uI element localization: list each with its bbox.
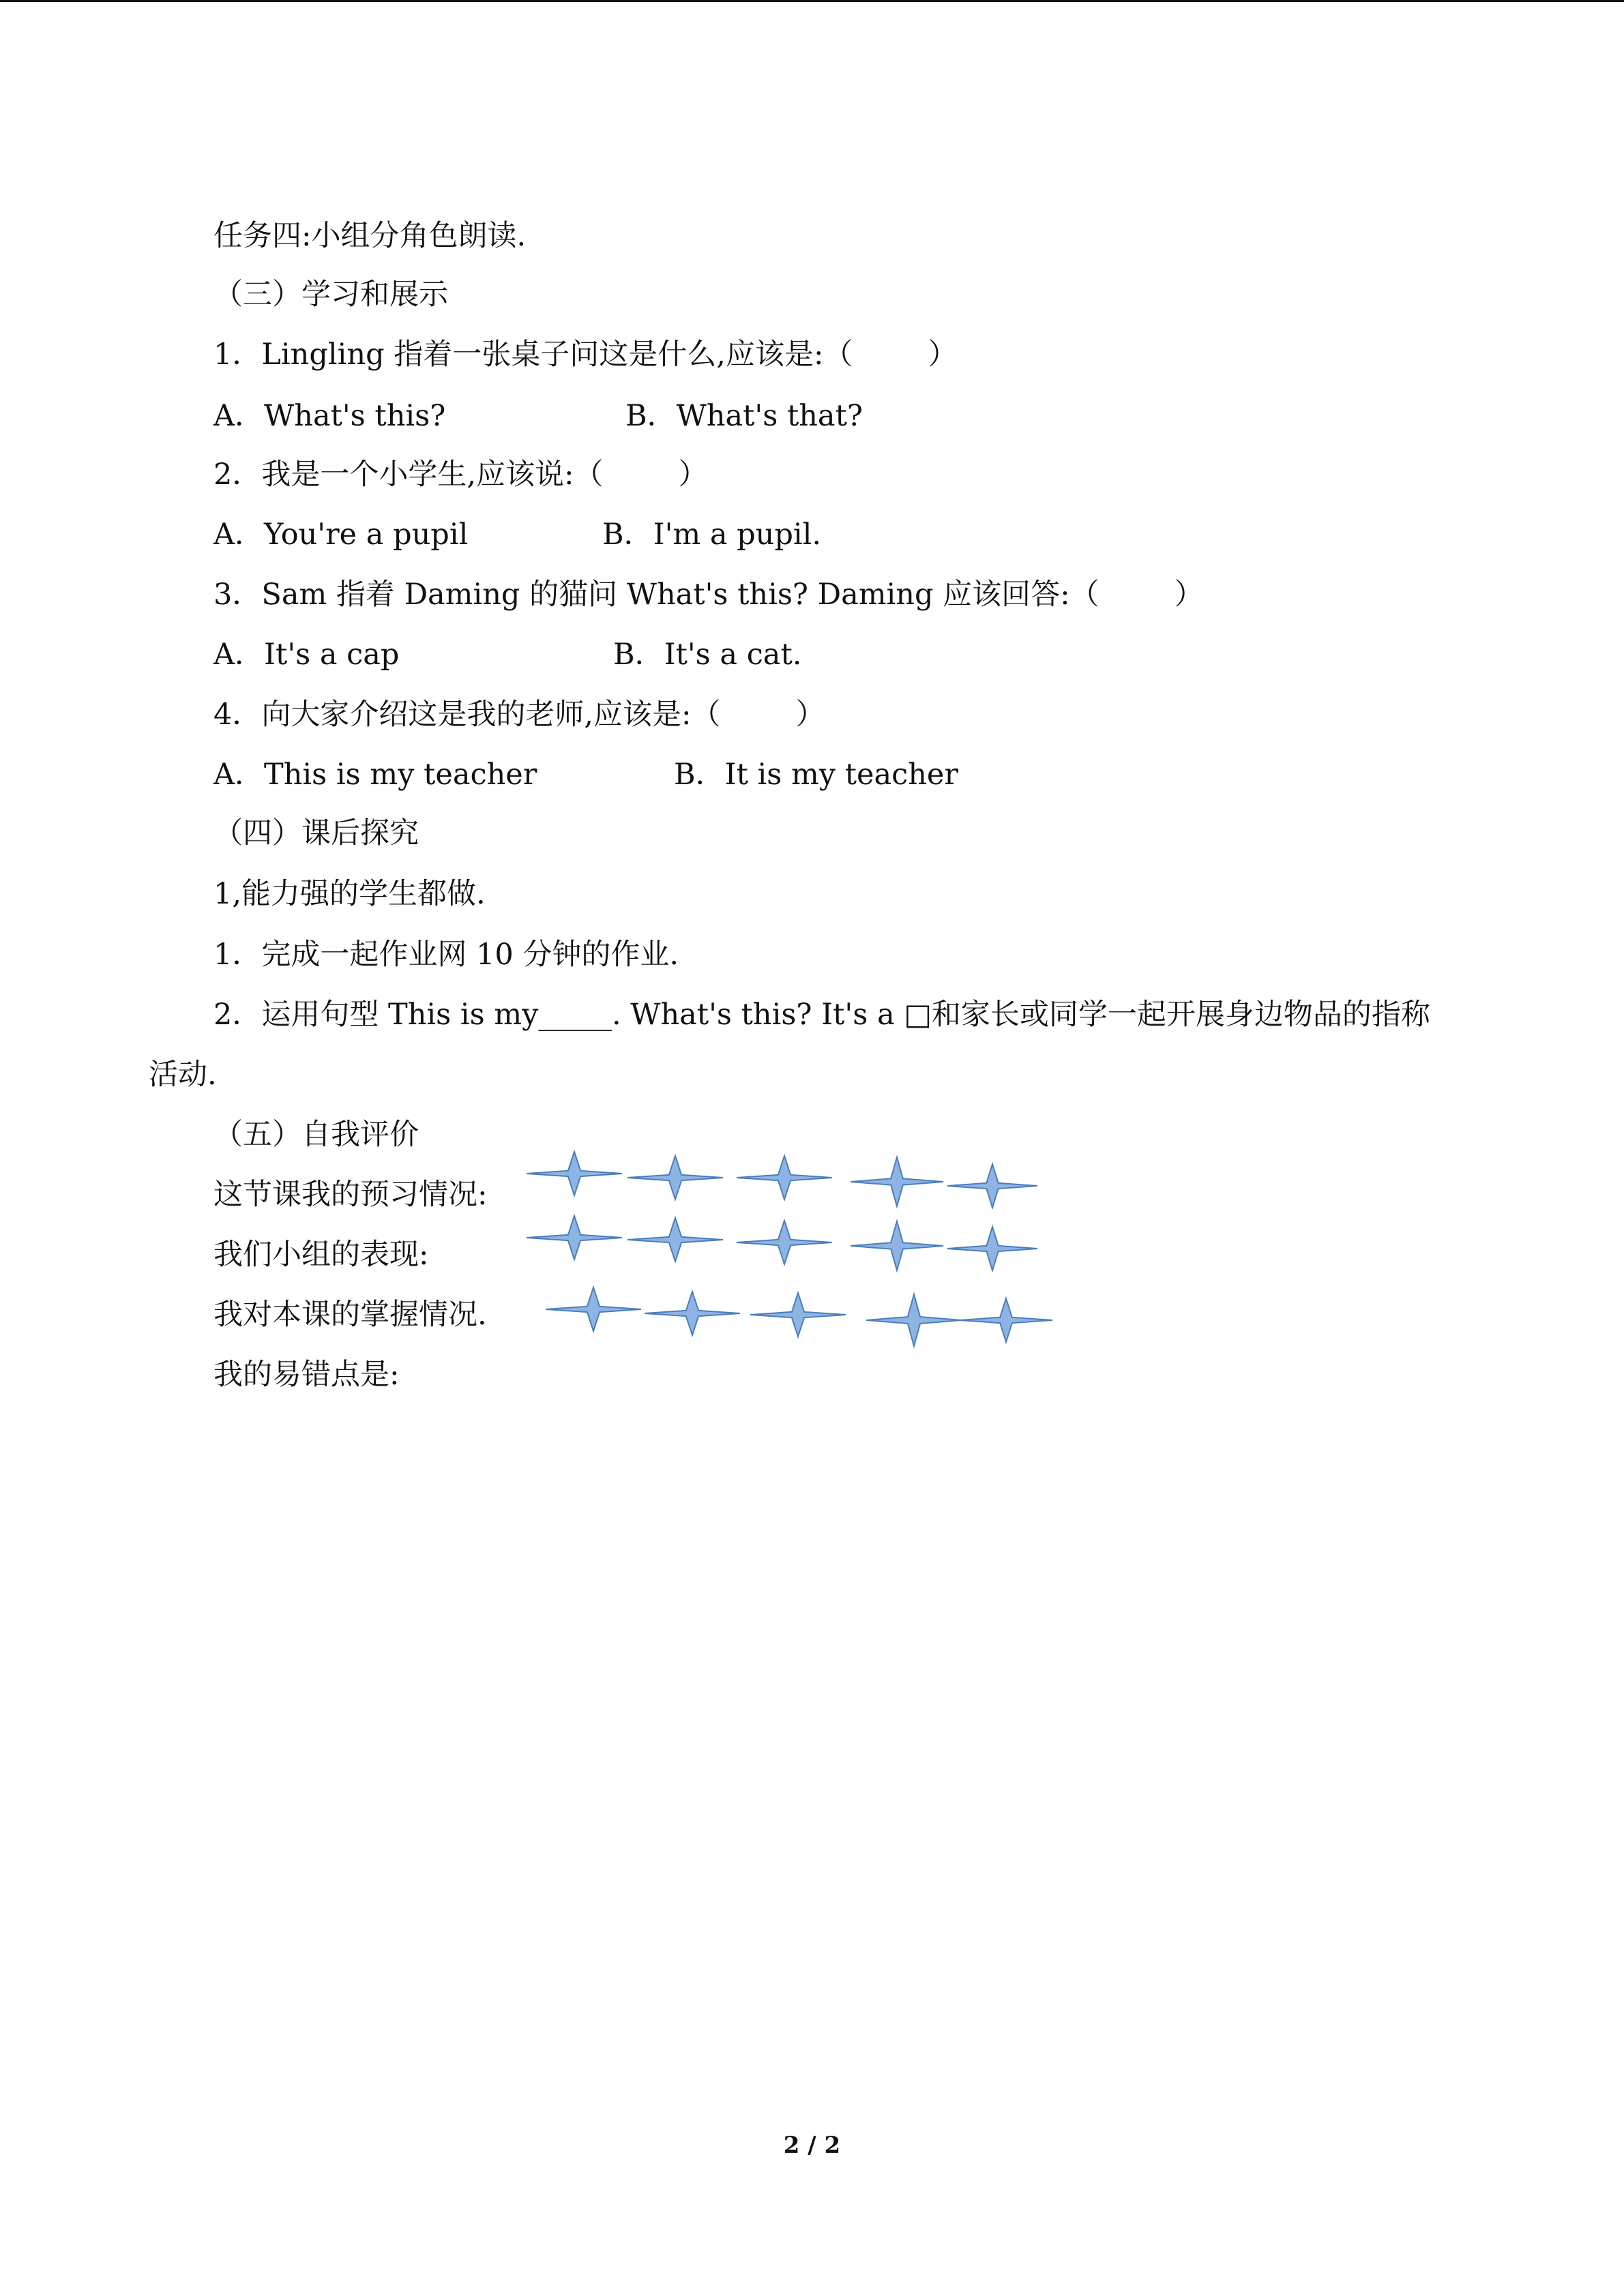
- question-3: [213, 576, 1204, 614]
- question-4-close: ）: [795, 698, 825, 732]
- rating-star-icon: [750, 1293, 846, 1337]
- rating-star-icon: [546, 1287, 641, 1331]
- question-1-stem: 1．Lingling 指着一张桌子问这是什么,应该是:（: [213, 338, 853, 372]
- task-four-line: 任务四:小组分角色朗读.: [213, 219, 527, 253]
- question-4-option-a: A．This is my teacher: [213, 758, 537, 792]
- question-3-stem: 3．Sam 指着 Daming 的猫问 What's this? Daming 应该回答:（: [213, 578, 1099, 612]
- section-five-heading: （五）自我评价: [213, 1118, 419, 1152]
- question-2: [213, 456, 708, 494]
- section-three-heading: （三）学习和展示: [213, 278, 448, 312]
- rating-star-icon: [737, 1221, 832, 1264]
- rating-star-icon: [947, 1227, 1037, 1270]
- eval-group-label: 我们小组的表现:: [213, 1238, 429, 1272]
- question-3-option-a: A．It's a cap: [213, 638, 400, 672]
- question-1-close: ）: [928, 338, 958, 372]
- question-2-option-b: B．I'm a pupil.: [602, 518, 822, 552]
- question-2-option-a: A．You're a pupil: [213, 518, 469, 552]
- eval-preview-label: 这节课我的预习情况:: [213, 1178, 488, 1212]
- question-2-close: ）: [678, 458, 708, 492]
- rating-star-icon: [737, 1156, 832, 1199]
- rating-star-icon: [851, 1221, 943, 1270]
- question-3-close: ）: [1174, 578, 1204, 612]
- star-rating-group: [518, 1204, 1064, 1279]
- page-number: 2 / 2: [783, 2132, 841, 2159]
- question-4: [213, 696, 825, 734]
- rating-star-icon: [527, 1152, 622, 1195]
- eval-mastery-label: 我对本课的掌握情况.: [213, 1298, 487, 1332]
- question-4-stem: 4．向大家介绍这是我的老师,应该是:（: [213, 698, 721, 732]
- homework-item-2-continued: 活动.: [149, 1058, 217, 1092]
- rating-star-icon: [851, 1157, 943, 1206]
- page-top-border: [0, 0, 1624, 2]
- rating-star-icon: [527, 1216, 622, 1259]
- eval-mistakes-label: 我的易错点是:: [213, 1358, 400, 1392]
- star-rating-mastery: [518, 1277, 1064, 1352]
- question-4-option-b: B．It is my teacher: [674, 758, 958, 792]
- rating-star-icon: [947, 1164, 1037, 1208]
- rating-star-icon: [960, 1298, 1052, 1342]
- question-2-stem: 2．我是一个小学生,应该说:（: [213, 458, 604, 492]
- rating-star-icon: [645, 1292, 740, 1335]
- ability-note: 1,能力强的学生都做.: [213, 877, 486, 911]
- question-1: [213, 336, 957, 374]
- question-1-option-b: B．What's that?: [625, 399, 863, 433]
- rating-star-icon: [866, 1294, 962, 1346]
- rating-star-icon: [628, 1218, 723, 1262]
- homework-item-1: 1．完成一起作业网 10 分钟的作业.: [213, 938, 679, 972]
- homework-item-2: 2．运用句型 This is my_____. What's this? It's a □和家长或同学一起开展身边物品的指称: [213, 998, 1430, 1032]
- rating-star-icon: [628, 1156, 723, 1199]
- question-3-option-b: B．It's a cat.: [613, 638, 802, 672]
- question-1-option-a: A．What's this?: [213, 399, 446, 433]
- section-four-heading: （四）课后探究: [213, 816, 419, 850]
